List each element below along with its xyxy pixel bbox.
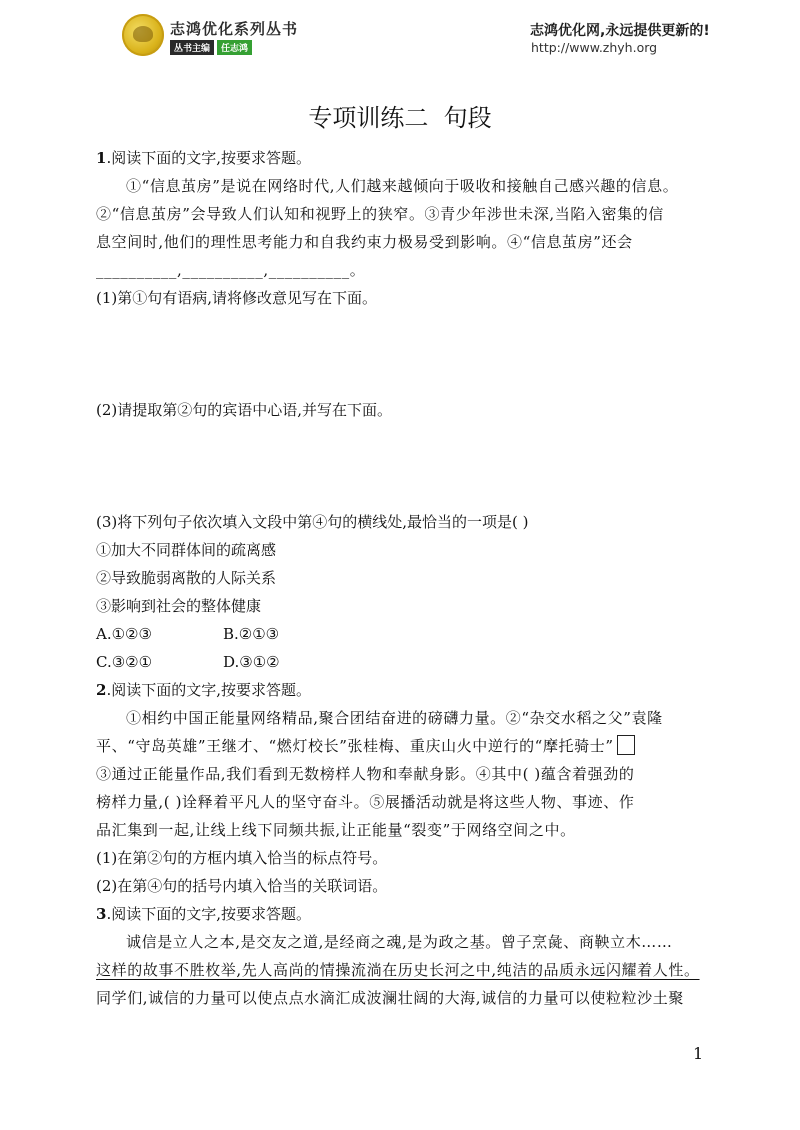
page-title: 专项训练二 句段 [308,104,492,132]
document-body [96,144,720,1012]
site-url: http://www.zhyh.org [531,40,658,55]
option-a: A.①②③ [96,625,152,643]
series-title: 志鸿优化系列丛书 [170,20,299,38]
q2-sub1: (1)在第②句的方框内填入恰当的标点符号。 [96,849,388,867]
q1-sub3: (3)将下列句子依次填入文段中第④句的横线处,最恰当的一项是( ) [96,513,529,531]
q3-underlined-sentence: 这样的故事不胜枚举,先人高尚的情操流淌在历史长河之中,纯洁的品质永远闪耀着人性。 [96,961,700,979]
question-1-number: 1 [96,149,107,167]
option-c: C.③②① [96,653,153,671]
question-2-number: 2 [96,681,107,699]
q1-sub1: (1)第①句有语病,请将修改意见写在下面。 [96,289,378,307]
question-3-intro [96,900,720,928]
q1-passage-blanks: __________,__________,__________。 [96,261,366,279]
question-1-intro-text: .阅读下面的文字,按要求答题。 [106,149,311,167]
editor-badges [170,40,252,55]
q2-sub2: (2)在第④句的括号内填入恰当的关联词语。 [96,877,388,895]
page-number: 1 [693,1044,704,1063]
q1-passage-line: ②“信息茧房”会导致人们认知和视野上的狭窄。③青少年涉世未深,当陷入密集的信 [96,205,664,223]
q1-item: ③影响到社会的整体健康 [96,597,262,615]
option-b: B.②①③ [223,625,280,643]
q3-passage-line: 同学们,诚信的力量可以使点点水滴汇成波澜壮阔的大海,诚信的力量可以使粒粒沙土聚 [96,989,684,1007]
q1-sub2: (2)请提取第②句的宾语中心语,并写在下面。 [96,401,393,419]
q1-passage-line: ①“信息茧房”是说在网络时代,人们越来越倾向于吸收和接触自己感兴趣的信息。 [126,177,679,195]
question-1-intro [96,144,720,172]
q2-passage-line: 品汇集到一起,让线上线下同频共振,让正能量“裂变”于网络空间之中。 [96,821,576,839]
q2-passage-line: ③通过正能量作品,我们看到无数榜样人物和奉献身影。④其中( )蕴含着强劲的 [96,765,635,783]
q3-passage-line: 诚信是立人之本,是交友之道,是经商之魂,是为政之基。曾子烹彘、商鞅立木…… [126,933,673,951]
q2-passage-line: ①相约中国正能量网络精品,聚合团结奋进的磅礴力量。②“杂交水稻之父”袁隆 [126,709,663,727]
answer-space [96,424,720,508]
question-3-number: 3 [96,905,107,923]
q1-item: ①加大不同群体间的疏离感 [96,541,277,559]
q1-options-row [96,620,720,648]
editor-label: 丛书主编 [170,40,214,55]
punctuation-box [617,735,635,755]
option-d: D.③①② [223,653,280,671]
q2-passage-line [96,732,720,760]
q1-options-row [96,648,720,676]
page-header [0,0,800,78]
series-logo-icon [122,14,164,56]
q1-passage-line: 息空间时,他们的理性思考能力和自我约束力极易受到影响。④“信息茧房”还会 [96,233,633,251]
question-2-intro [96,676,720,704]
q2-passage-line: 榜样力量,( )诠释着平凡人的坚守奋斗。⑤展播活动就是将这些人物、事迹、作 [96,793,635,811]
site-slogan: 志鸿优化网,永远提供更新的! [530,23,710,39]
question-2-intro-text: .阅读下面的文字,按要求答题。 [106,681,311,699]
q2-passage-text: 平、“守岛英雄”王继才、“燃灯校长”张桂梅、重庆山火中逆行的“摩托骑士” [96,737,614,755]
editor-name: 任志鸿 [217,40,252,55]
q1-item: ②导致脆弱离散的人际关系 [96,569,277,587]
question-3-intro-text: .阅读下面的文字,按要求答题。 [106,905,311,923]
answer-space [96,312,720,396]
